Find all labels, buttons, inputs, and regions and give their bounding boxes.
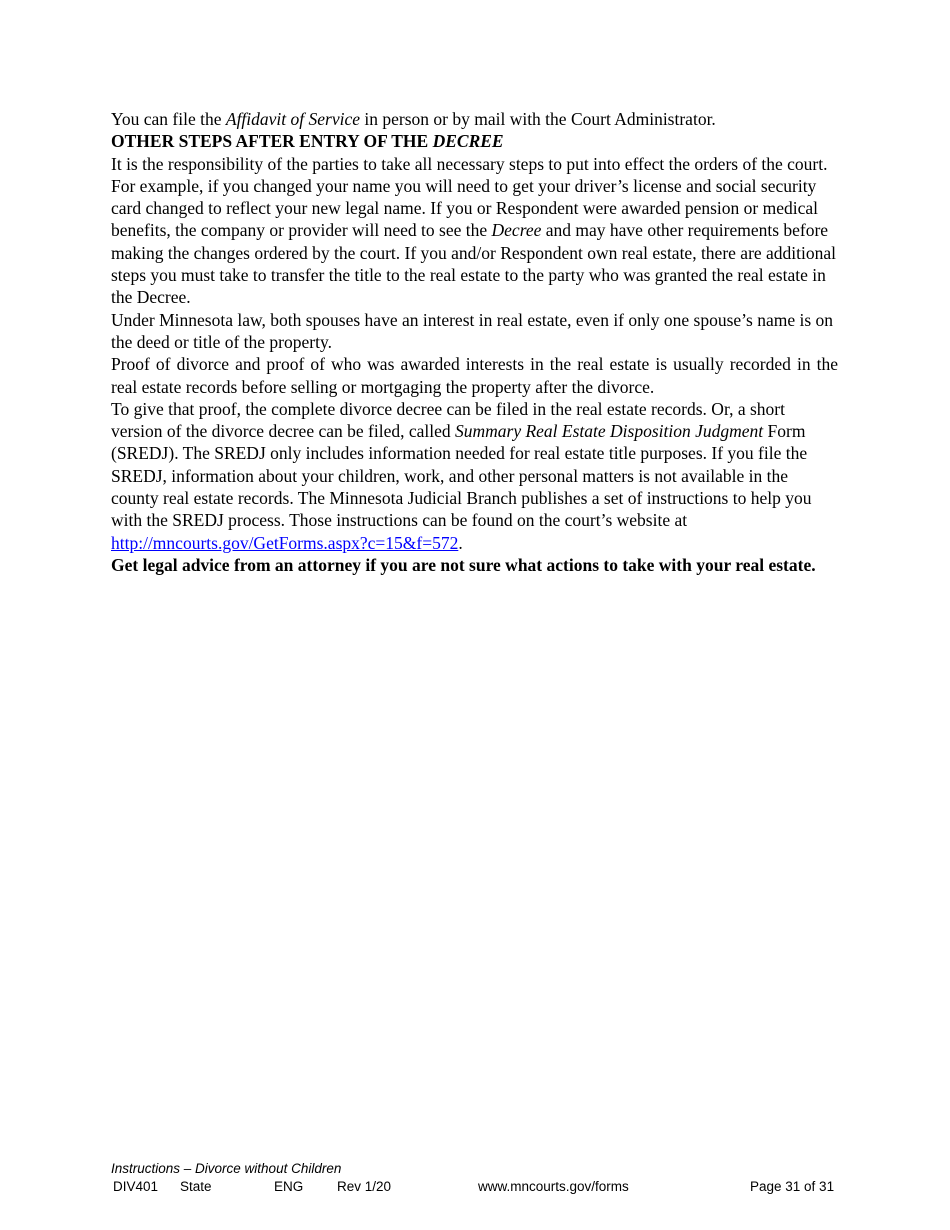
responsibility-paragraph <box>111 153 838 309</box>
footer-meta-row <box>111 1178 838 1196</box>
legal-advice-paragraph: Get legal advice from an attorney if you are not sure what actions to take with your real estate. <box>111 554 816 575</box>
sredj-text-mid: Form (SREDJ). The SREDJ only includes information needed for real estate title purposes. If you file the SREDJ, information about your children, work, and other personal matters is not available in the county real estate records. The Minnesota Judicial Branch publishes a set of instructions to help you with the SREDJ process. Those instructions can be found on the court’s website at <box>111 421 812 531</box>
section-heading-text: OTHER STEPS AFTER ENTRY OF THE <box>111 131 433 152</box>
sredj-text-pre: To give that proof, the complete divorce decree can be filed in the real estate records. Or, a short version of the divorce decree can be filed, called <box>111 398 785 442</box>
footer-language: ENG <box>274 1179 304 1194</box>
footer-page-number: Page 31 of 31 <box>750 1179 835 1194</box>
intro-text-post: in person or by mail with the Court Administrator. <box>360 109 716 129</box>
proof-of-divorce-paragraph: Proof of divorce and proof of who was awarded interests in the real estate is usually recorded in the real estate records before selling or mortgaging the property after the divorce. <box>111 354 838 397</box>
decree-italic: Decree <box>491 220 542 241</box>
sredj-text-post: . <box>458 532 463 553</box>
footer-document-title: Instructions – Divorce without Children <box>111 1161 342 1176</box>
document-body <box>111 108 838 576</box>
sredj-instructions-link[interactable]: http://mncourts.gov/GetForms.aspx?c=15&f=572 <box>111 532 459 553</box>
minnesota-law-paragraph: Under Minnesota law, both spouses have an interest in real estate, even if only one spouse’s name is on the deed or title of the property. <box>111 309 834 352</box>
section-heading-decree-italic: DECREE <box>432 131 504 152</box>
sredj-form-name-italic: Summary Real Estate Disposition Judgment <box>455 421 764 442</box>
footer-website: www.mncourts.gov/forms <box>478 1179 629 1194</box>
affidavit-of-service-italic: Affidavit of Service <box>225 109 360 129</box>
section-heading <box>111 130 838 152</box>
intro-text-pre: You can file the <box>111 109 226 129</box>
footer-revision: Rev 1/20 <box>337 1179 392 1194</box>
responsibility-text-post: and may have other requirements before making the changes ordered by the court. If you and/or Respondent own real estate, there are additional steps you must take to transfer the title to the real estate to the party who was granted the real estate in the Decree. <box>111 220 837 308</box>
footer-form-number: DIV401 <box>113 1179 159 1194</box>
page-footer <box>111 1160 838 1196</box>
responsibility-text-pre: It is the responsibility of the parties to take all necessary steps to put into effect the orders of the court. For example, if you changed your name you will need to get your driver’s license and social security card changed to reflect your new legal name. If you or Respondent were awarded pension or medical benefits, the company or provider will need to see the <box>111 153 828 241</box>
footer-state: State <box>180 1179 212 1194</box>
intro-paragraph <box>111 108 838 130</box>
sredj-paragraph <box>111 398 838 554</box>
